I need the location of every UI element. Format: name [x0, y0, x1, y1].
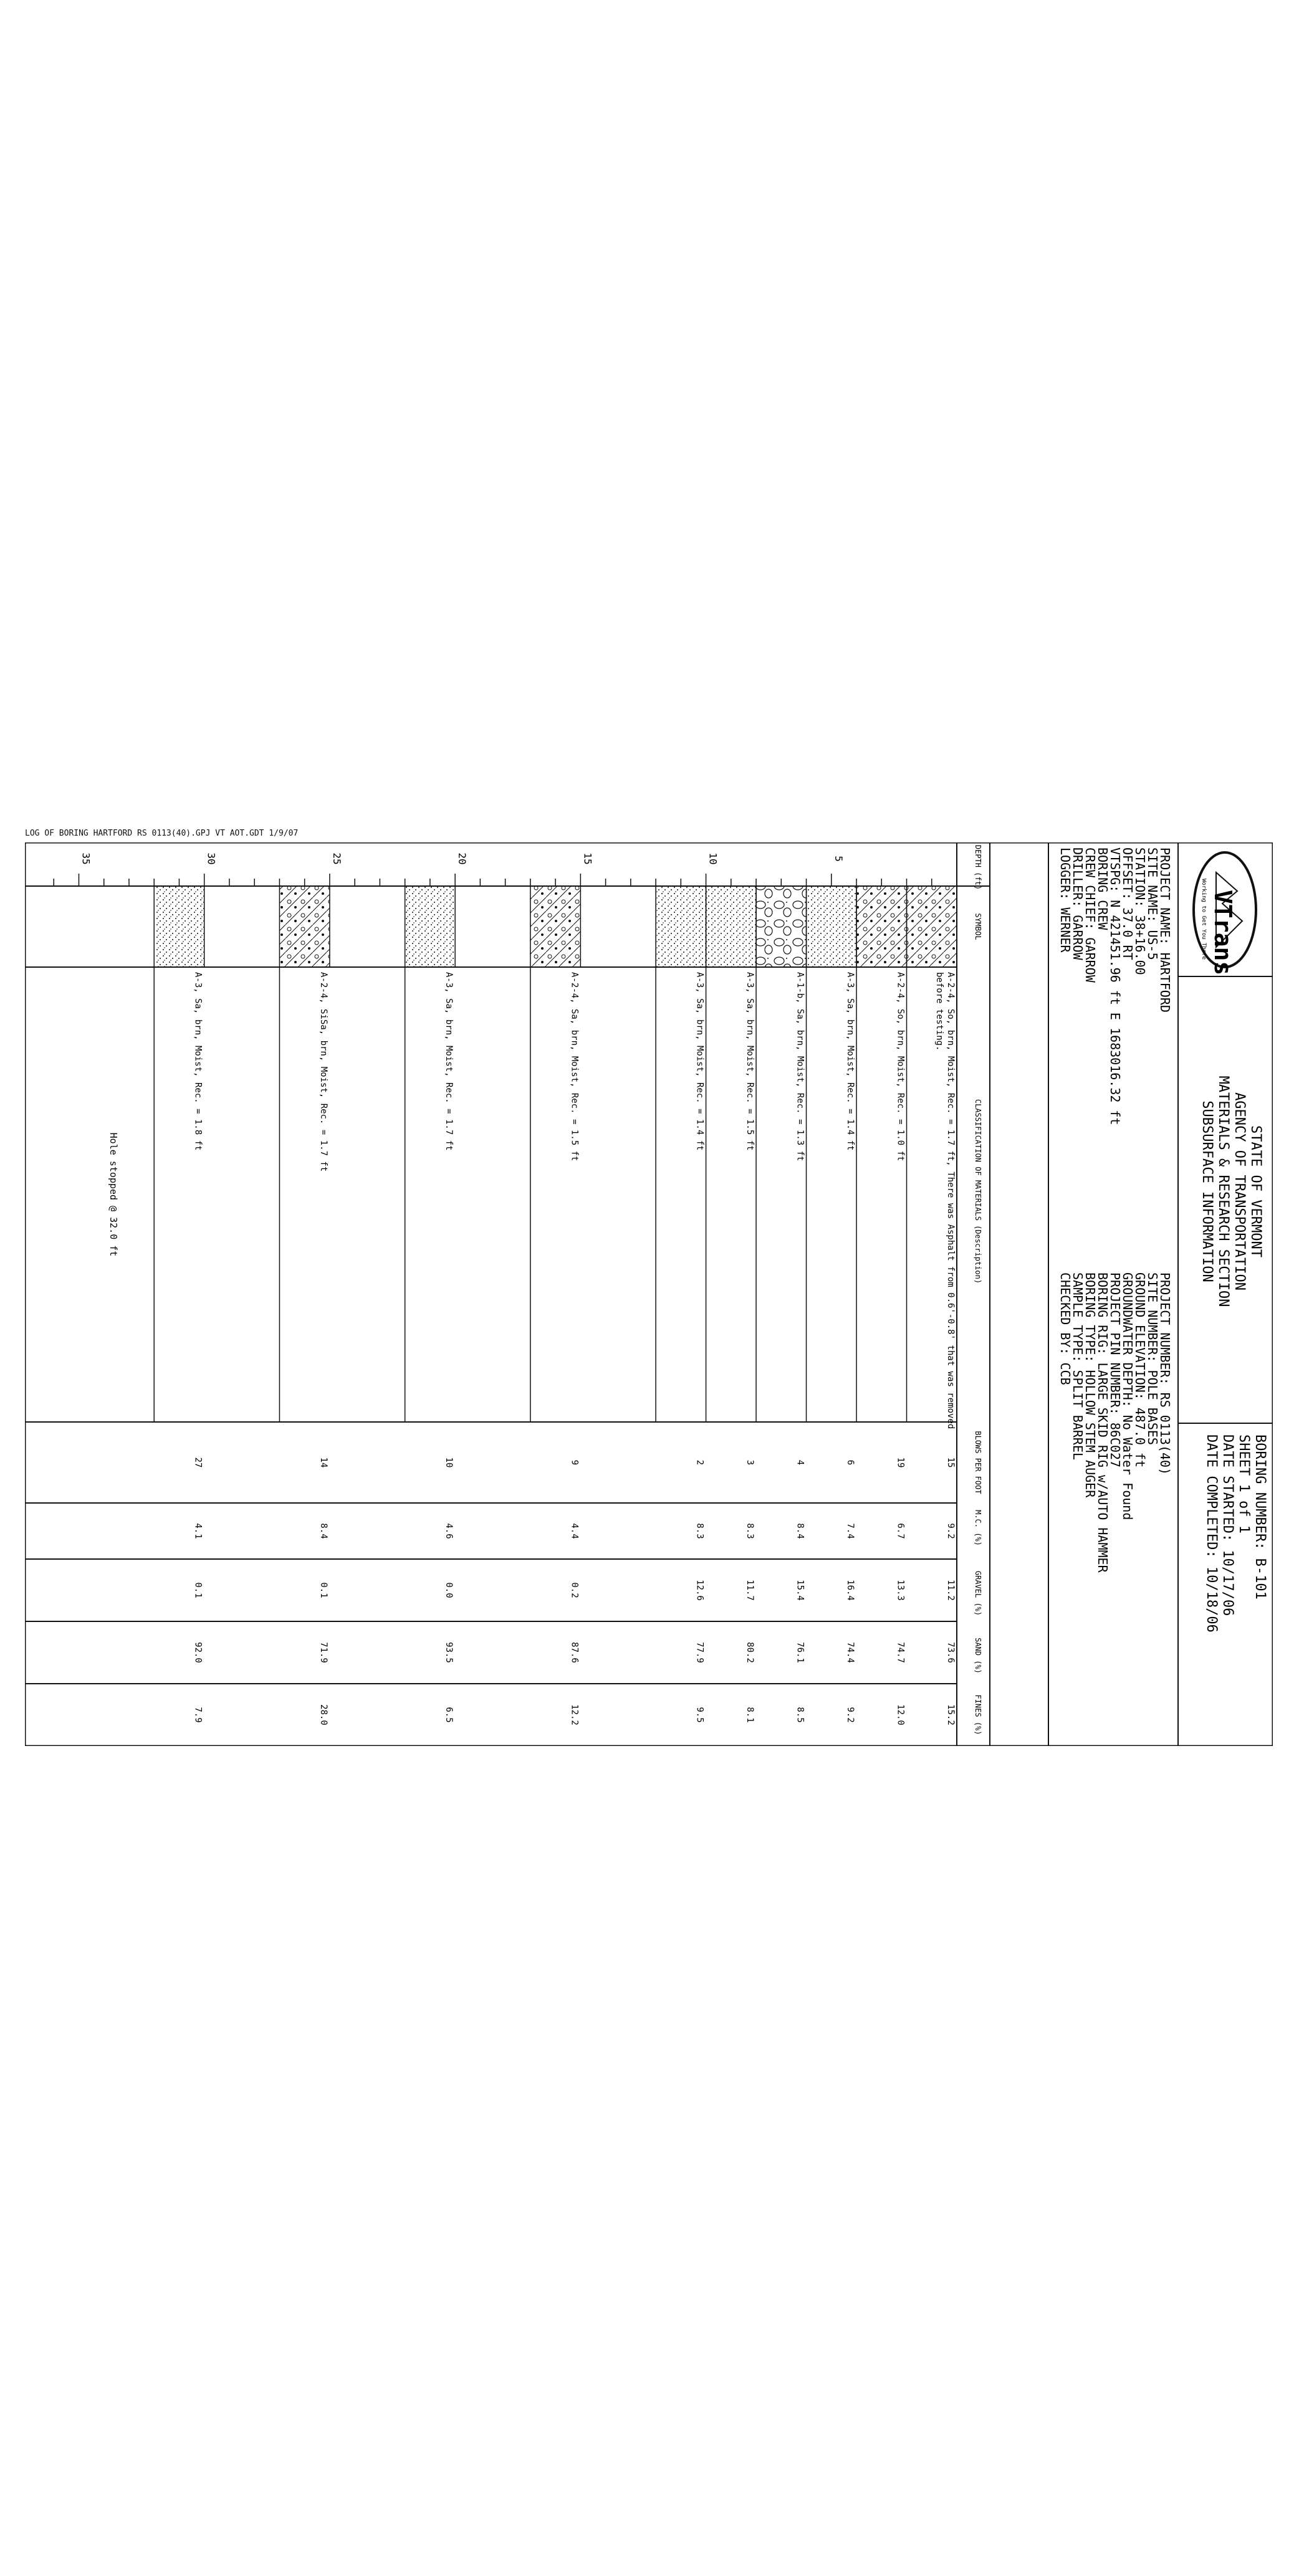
soil-symbol [279, 886, 329, 967]
value-fines: 6.5 [444, 1707, 454, 1723]
header-depth: DEPTH (ft) [974, 844, 982, 890]
value-gravel: 13.3 [895, 1580, 906, 1601]
value-gravel: 11.7 [745, 1580, 755, 1601]
value-fines: 12.0 [895, 1704, 906, 1725]
project-right-line: GROUND ELEVATION: 487.0 ft [1133, 1272, 1148, 1468]
depth-label: 25 [330, 852, 343, 865]
header-gravel: GRAVEL (%) [974, 1570, 982, 1616]
soil-symbol [154, 886, 204, 967]
header-sand: SAND (%) [974, 1638, 982, 1674]
soil-symbol [756, 886, 806, 967]
project-right-line: BORING TYPE: HOLLOW STEM AUGER [1083, 1272, 1098, 1498]
project-right-line: SAMPLE TYPE: SPLIT BARREL [1070, 1272, 1085, 1461]
value-fines: 15.2 [946, 1704, 956, 1725]
soil-symbol [907, 886, 957, 967]
project-left-line: STATION: 38+16.00 [1133, 847, 1148, 975]
value-sand: 73.6 [946, 1642, 956, 1663]
value-gravel: 0.1 [318, 1582, 328, 1598]
value-fines: 28.0 [318, 1704, 328, 1725]
value-blows: 9 [569, 1459, 580, 1466]
agency-line-4: SUBSURFACE INFORMATION [1199, 1100, 1215, 1282]
value-gravel: 15.4 [795, 1580, 805, 1601]
sample-description: A-2-4, Sa, brn, Moist, Rec. = 1.5 ft [569, 972, 580, 1162]
value-gravel: 0.1 [193, 1582, 203, 1598]
project-info-right [1058, 1272, 1172, 1573]
value-fines: 8.1 [745, 1707, 755, 1723]
depth-label: 10 [707, 852, 719, 865]
depth-label: 20 [456, 852, 469, 865]
project-info-left [1058, 847, 1172, 1125]
sample-description: before testing. [934, 972, 944, 1051]
value-fines: 9.2 [845, 1707, 856, 1723]
value-mc: 7.4 [845, 1523, 856, 1539]
value-mc: 4.6 [444, 1523, 454, 1539]
depth-label: 30 [205, 852, 218, 865]
value-fines: 7.9 [193, 1707, 203, 1723]
project-left-line: CREW CHIEF: GARROW [1083, 847, 1098, 983]
logo-tagline: Working to Get You There [1201, 879, 1207, 960]
agency-line-2: AGENCY OF TRANSPORTATION [1232, 1092, 1247, 1290]
value-blows: 27 [193, 1457, 203, 1468]
value-sand: 74.4 [845, 1642, 856, 1663]
soil-symbol [807, 886, 856, 967]
sample-description: A-2-4, SiSa, brn, Moist, Rec. = 1.7 ft [318, 972, 328, 1172]
value-sand: 76.1 [795, 1642, 805, 1663]
sample-description: A-3, Sa, brn, Moist, Rec. = 1.5 ft [745, 972, 755, 1151]
depth-label: 15 [582, 852, 594, 865]
agency-title [1199, 1076, 1263, 1307]
date-completed: DATE COMPLETED: 10/18/06 [1204, 1434, 1219, 1633]
soil-symbol [656, 886, 706, 967]
value-gravel: 11.2 [946, 1580, 956, 1601]
value-fines: 8.5 [795, 1707, 805, 1723]
header-symbol: SYMBOL [974, 913, 982, 940]
project-left-line: SITE NAME: US-5 [1145, 847, 1160, 960]
header-blows: BLOWS PER FOOT [974, 1431, 982, 1494]
soil-symbol [530, 886, 580, 967]
project-left-line: DRILLER: GARROW [1070, 847, 1085, 960]
project-left-line: PROJECT NAME: HARTFORD [1158, 847, 1172, 1013]
value-blows: 6 [845, 1459, 856, 1466]
value-fines: 12.2 [569, 1704, 580, 1725]
project-right-line: PROJECT NUMBER: RS 0113(40) [1158, 1272, 1172, 1476]
project-right-line: SITE NUMBER: POLE BASES [1145, 1272, 1160, 1445]
value-blows: 15 [946, 1457, 956, 1468]
value-sand: 77.9 [694, 1642, 705, 1663]
value-blows: 10 [444, 1457, 454, 1468]
value-mc: 4.1 [193, 1523, 203, 1539]
column-lines [25, 886, 990, 1684]
value-mc: 8.3 [745, 1523, 755, 1539]
value-sand: 74.7 [895, 1642, 906, 1663]
value-mc: 9.2 [946, 1523, 956, 1539]
project-left-line: BORING CREW [1095, 847, 1110, 930]
sample-description: A-3, Sa, brn, Moist, Rec. = 1.4 ft [694, 972, 705, 1151]
sample-description: A-2-4, So, brn, Moist, Rec. = 1.7 ft, There was Asphalt from 0.6'-0.8' that was removed [946, 972, 956, 1429]
value-sand: 87.6 [569, 1642, 580, 1663]
soil-symbol [856, 886, 906, 967]
value-mc: 8.4 [795, 1523, 805, 1539]
boring-log-sheet [25, 842, 1273, 1746]
sample-description: A-1-b, Sa, brn, Moist, Rec. = 1.3 ft [795, 972, 805, 1162]
agency-line-1: STATE OF VERMONT [1248, 1125, 1263, 1257]
project-left-line: OFFSET: 37.0 RT [1120, 847, 1135, 960]
project-right-line: PROJECT PIN NUMBER: 86C027 [1108, 1272, 1123, 1468]
header-fines: FINES (%) [974, 1694, 982, 1735]
sample-description: A-3, Sa, brn, Moist, Rec. = 1.4 ft [845, 972, 856, 1151]
agency-line-3: MATERIALS & RESEARCH SECTION [1215, 1076, 1231, 1307]
vtrans-logo [1194, 852, 1256, 975]
value-blows: 2 [694, 1459, 705, 1466]
value-mc: 8.3 [694, 1523, 705, 1539]
project-right-line: GROUNDWATER DEPTH: No Water Found [1120, 1272, 1135, 1520]
boring-log-body [54, 852, 957, 1725]
header-mc: M.C. (%) [974, 1510, 982, 1546]
value-blows: 19 [895, 1457, 906, 1468]
value-gravel: 0.0 [444, 1582, 454, 1598]
end-note: Hole stopped @ 32.0 ft [108, 1132, 120, 1257]
project-left-line: LOGGER: WERNER [1058, 847, 1073, 953]
value-blows: 4 [795, 1459, 805, 1466]
value-mc: 6.7 [895, 1523, 906, 1539]
sheet-number: SHEET 1 of 1 [1236, 1434, 1252, 1534]
value-blows: 3 [745, 1459, 755, 1466]
value-blows: 14 [318, 1457, 328, 1468]
soil-symbol [706, 886, 756, 967]
project-right-line: BORING RIG: LARGE SKID RIG w/AUTO HAMMER [1095, 1272, 1110, 1573]
date-started: DATE STARTED: 10/17/06 [1220, 1434, 1235, 1616]
boring-info [1204, 1434, 1268, 1633]
value-sand: 92.0 [193, 1642, 203, 1663]
header-classification: CLASSIFICATION OF MATERIALS (Description) [974, 1099, 982, 1284]
value-gravel: 12.6 [694, 1580, 705, 1601]
file-caption: LOG OF BORING HARTFORD RS 0113(40).GPJ VT AOT.GDT 1/9/07 [25, 829, 299, 838]
value-sand: 80.2 [745, 1642, 755, 1663]
value-sand: 93.5 [444, 1642, 454, 1663]
value-mc: 8.4 [318, 1523, 328, 1539]
sample-description: A-2-4, So, brn, Moist, Rec. = 1.0 ft [895, 972, 906, 1162]
depth-label: 5 [832, 856, 845, 862]
logo-text: VTrans [1209, 890, 1237, 976]
value-sand: 71.9 [318, 1642, 328, 1663]
value-mc: 4.4 [569, 1523, 580, 1539]
boring-number: BORING NUMBER: B-101 [1252, 1434, 1268, 1600]
value-gravel: 0.2 [569, 1582, 580, 1598]
depth-label: 35 [80, 852, 92, 865]
column-headers [974, 845, 982, 1735]
sample-description: A-3, Sa, brn, Moist, Rec. = 1.8 ft [193, 972, 203, 1151]
project-left-line: VTSPG: N 421451.96 ft E 1683016.32 ft [1108, 847, 1123, 1125]
sample-description: A-3, Sa, brn, Moist, Rec. = 1.7 ft [444, 972, 454, 1151]
value-gravel: 16.4 [845, 1580, 856, 1601]
soil-symbol [405, 886, 455, 967]
project-right-line: CHECKED BY: CCB [1058, 1272, 1073, 1385]
value-fines: 9.5 [694, 1707, 705, 1723]
